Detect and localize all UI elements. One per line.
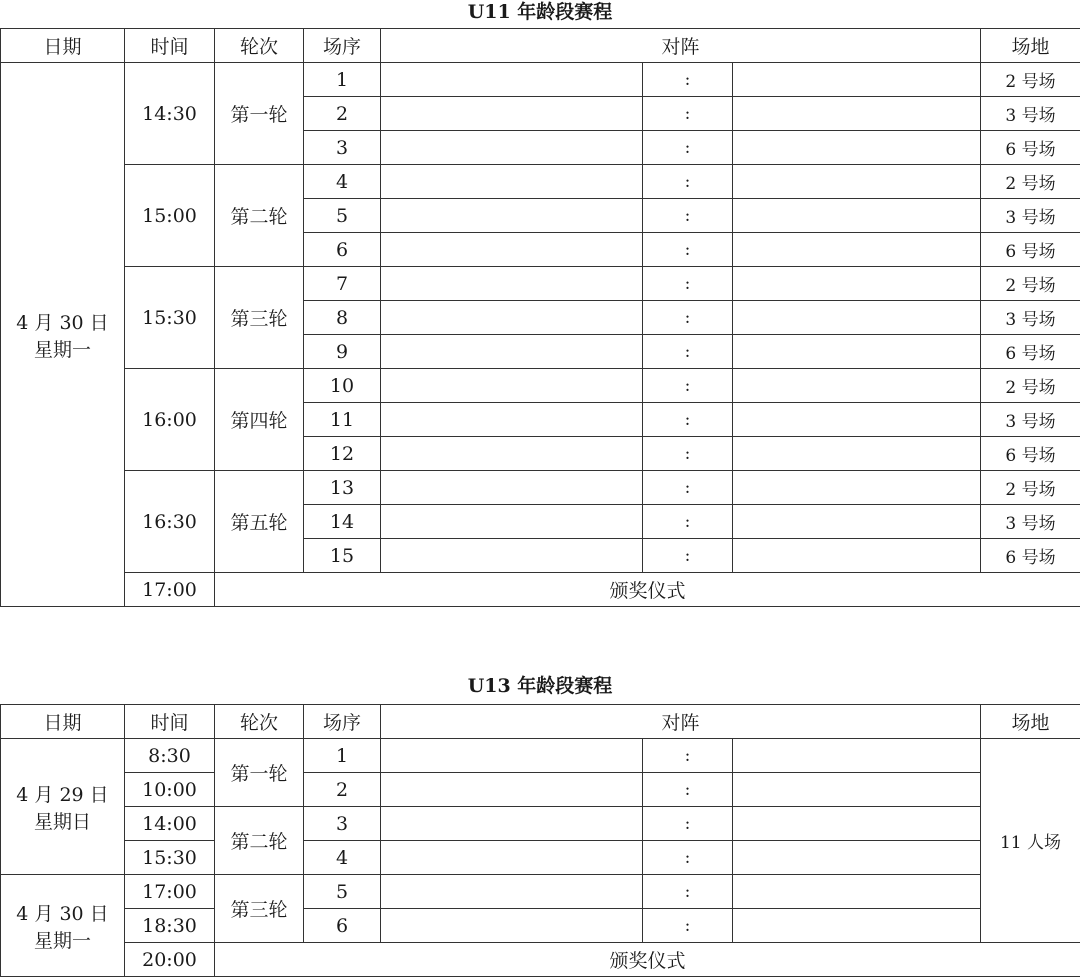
- table-row: [1, 739, 1080, 773]
- team-b-cell: [733, 505, 981, 539]
- venue-cell: 2 号场: [981, 267, 1080, 301]
- team-b-cell: [733, 773, 981, 807]
- team-b-cell: [733, 807, 981, 841]
- match-number: 2: [304, 773, 381, 807]
- team-a-cell: [381, 909, 643, 943]
- match-number: 6: [304, 909, 381, 943]
- round-cell: 第三轮: [215, 267, 304, 369]
- match-number: 3: [304, 807, 381, 841]
- versus-separator: :: [643, 909, 733, 943]
- time-cell: 10:00: [125, 773, 215, 807]
- match-number: 13: [304, 471, 381, 505]
- versus-separator: :: [643, 773, 733, 807]
- weekday-label: 星期一: [1, 335, 124, 362]
- table-row: [1, 773, 1080, 807]
- team-b-cell: [733, 369, 981, 403]
- versus-separator: :: [643, 403, 733, 437]
- match-number: 15: [304, 539, 381, 573]
- ceremony-label: 颁奖仪式: [215, 943, 1080, 977]
- time-cell: 14:00: [125, 807, 215, 841]
- u13-schedule-table: [0, 704, 1080, 977]
- venue-cell: 2 号场: [981, 165, 1080, 199]
- venue-cell: 2 号场: [981, 471, 1080, 505]
- ceremony-time: 20:00: [125, 943, 215, 977]
- team-b-cell: [733, 301, 981, 335]
- header-row: [1, 705, 1080, 739]
- table-row: [1, 909, 1080, 943]
- round-cell: 第四轮: [215, 369, 304, 471]
- team-b-cell: [733, 437, 981, 471]
- u11-schedule-table: [0, 28, 1080, 607]
- u11-schedule-title: U11 年龄段赛程: [0, 0, 1080, 24]
- versus-separator: :: [643, 437, 733, 471]
- date-cell: [1, 63, 125, 607]
- team-b-cell: [733, 233, 981, 267]
- round-cell: 第一轮: [215, 739, 304, 807]
- team-a-cell: [381, 63, 643, 97]
- match-number: 5: [304, 875, 381, 909]
- team-a-cell: [381, 403, 643, 437]
- round-cell: 第一轮: [215, 63, 304, 165]
- table-row: [1, 267, 1080, 301]
- date-cell: [1, 875, 125, 977]
- team-a-cell: [381, 301, 643, 335]
- header-round: 轮次: [215, 705, 304, 739]
- versus-separator: :: [643, 505, 733, 539]
- team-b-cell: [733, 909, 981, 943]
- versus-separator: :: [643, 63, 733, 97]
- venue-cell: 3 号场: [981, 301, 1080, 335]
- time-cell: 18:30: [125, 909, 215, 943]
- team-a-cell: [381, 773, 643, 807]
- header-date: 日期: [1, 29, 125, 63]
- table-row: [1, 807, 1080, 841]
- table-row: [1, 165, 1080, 199]
- weekday-label: 星期日: [1, 807, 124, 834]
- venue-cell: 2 号场: [981, 369, 1080, 403]
- time-cell: 17:00: [125, 875, 215, 909]
- team-a-cell: [381, 369, 643, 403]
- versus-separator: :: [643, 471, 733, 505]
- time-cell: 15:30: [125, 841, 215, 875]
- team-b-cell: [733, 875, 981, 909]
- team-b-cell: [733, 199, 981, 233]
- team-a-cell: [381, 739, 643, 773]
- header-match-no: 场序: [304, 29, 381, 63]
- header-time: 时间: [125, 705, 215, 739]
- venue-cell: 6 号场: [981, 335, 1080, 369]
- team-a-cell: [381, 233, 643, 267]
- team-b-cell: [733, 403, 981, 437]
- table-row: [1, 471, 1080, 505]
- team-a-cell: [381, 267, 643, 301]
- match-number: 1: [304, 739, 381, 773]
- round-cell: 第二轮: [215, 165, 304, 267]
- match-number: 4: [304, 841, 381, 875]
- header-row: [1, 29, 1080, 63]
- match-number: 12: [304, 437, 381, 471]
- venue-cell: 6 号场: [981, 233, 1080, 267]
- team-a-cell: [381, 165, 643, 199]
- team-a-cell: [381, 807, 643, 841]
- header-match-no: 场序: [304, 705, 381, 739]
- team-a-cell: [381, 505, 643, 539]
- versus-separator: :: [643, 131, 733, 165]
- time-cell: 14:30: [125, 63, 215, 165]
- header-versus: 对阵: [381, 29, 981, 63]
- match-number: 1: [304, 63, 381, 97]
- team-b-cell: [733, 131, 981, 165]
- match-number: 8: [304, 301, 381, 335]
- venue-cell: 11 人场: [981, 739, 1080, 943]
- match-number: 4: [304, 165, 381, 199]
- venue-cell: 3 号场: [981, 505, 1080, 539]
- table-row: [1, 63, 1080, 97]
- versus-separator: :: [643, 233, 733, 267]
- round-cell: 第五轮: [215, 471, 304, 573]
- team-b-cell: [733, 267, 981, 301]
- team-a-cell: [381, 539, 643, 573]
- date-label: 4 月 29 日: [1, 780, 124, 807]
- match-number: 5: [304, 199, 381, 233]
- team-a-cell: [381, 471, 643, 505]
- header-round: 轮次: [215, 29, 304, 63]
- match-number: 11: [304, 403, 381, 437]
- versus-separator: :: [643, 369, 733, 403]
- match-number: 9: [304, 335, 381, 369]
- weekday-label: 星期一: [1, 926, 124, 953]
- match-number: 10: [304, 369, 381, 403]
- date-label: 4 月 30 日: [1, 899, 124, 926]
- match-number: 14: [304, 505, 381, 539]
- team-b-cell: [733, 471, 981, 505]
- match-number: 3: [304, 131, 381, 165]
- versus-separator: :: [643, 807, 733, 841]
- venue-cell: 6 号场: [981, 437, 1080, 471]
- versus-separator: :: [643, 97, 733, 131]
- team-a-cell: [381, 875, 643, 909]
- versus-separator: :: [643, 267, 733, 301]
- match-number: 6: [304, 233, 381, 267]
- venue-cell: 3 号场: [981, 403, 1080, 437]
- time-cell: 8:30: [125, 739, 215, 773]
- round-cell: 第二轮: [215, 807, 304, 875]
- venue-cell: 3 号场: [981, 97, 1080, 131]
- match-number: 7: [304, 267, 381, 301]
- team-a-cell: [381, 335, 643, 369]
- ceremony-time: 17:00: [125, 573, 215, 607]
- versus-separator: :: [643, 539, 733, 573]
- team-a-cell: [381, 97, 643, 131]
- versus-separator: :: [643, 875, 733, 909]
- venue-cell: 3 号场: [981, 199, 1080, 233]
- u13-schedule-title: U13 年龄段赛程: [0, 674, 1080, 698]
- team-b-cell: [733, 165, 981, 199]
- header-time: 时间: [125, 29, 215, 63]
- header-venue: 场地: [981, 705, 1080, 739]
- header-venue: 场地: [981, 29, 1080, 63]
- venue-cell: 2 号场: [981, 63, 1080, 97]
- versus-separator: :: [643, 301, 733, 335]
- time-cell: 16:30: [125, 471, 215, 573]
- match-number: 2: [304, 97, 381, 131]
- team-a-cell: [381, 437, 643, 471]
- time-cell: 16:00: [125, 369, 215, 471]
- team-a-cell: [381, 199, 643, 233]
- versus-separator: :: [643, 199, 733, 233]
- team-b-cell: [733, 841, 981, 875]
- date-cell: [1, 739, 125, 875]
- team-b-cell: [733, 335, 981, 369]
- team-b-cell: [733, 63, 981, 97]
- ceremony-row: [1, 943, 1080, 977]
- ceremony-row: [1, 573, 1080, 607]
- team-b-cell: [733, 739, 981, 773]
- versus-separator: :: [643, 739, 733, 773]
- versus-separator: :: [643, 335, 733, 369]
- venue-cell: 6 号场: [981, 131, 1080, 165]
- team-b-cell: [733, 97, 981, 131]
- time-cell: 15:00: [125, 165, 215, 267]
- time-cell: 15:30: [125, 267, 215, 369]
- header-date: 日期: [1, 705, 125, 739]
- ceremony-label: 颁奖仪式: [215, 573, 1080, 607]
- round-cell: 第三轮: [215, 875, 304, 943]
- versus-separator: :: [643, 841, 733, 875]
- date-label: 4 月 30 日: [1, 308, 124, 335]
- venue-cell: 6 号场: [981, 539, 1080, 573]
- team-a-cell: [381, 841, 643, 875]
- table-row: [1, 841, 1080, 875]
- versus-separator: :: [643, 165, 733, 199]
- team-a-cell: [381, 131, 643, 165]
- team-b-cell: [733, 539, 981, 573]
- header-versus: 对阵: [381, 705, 981, 739]
- table-row: [1, 875, 1080, 909]
- table-row: [1, 369, 1080, 403]
